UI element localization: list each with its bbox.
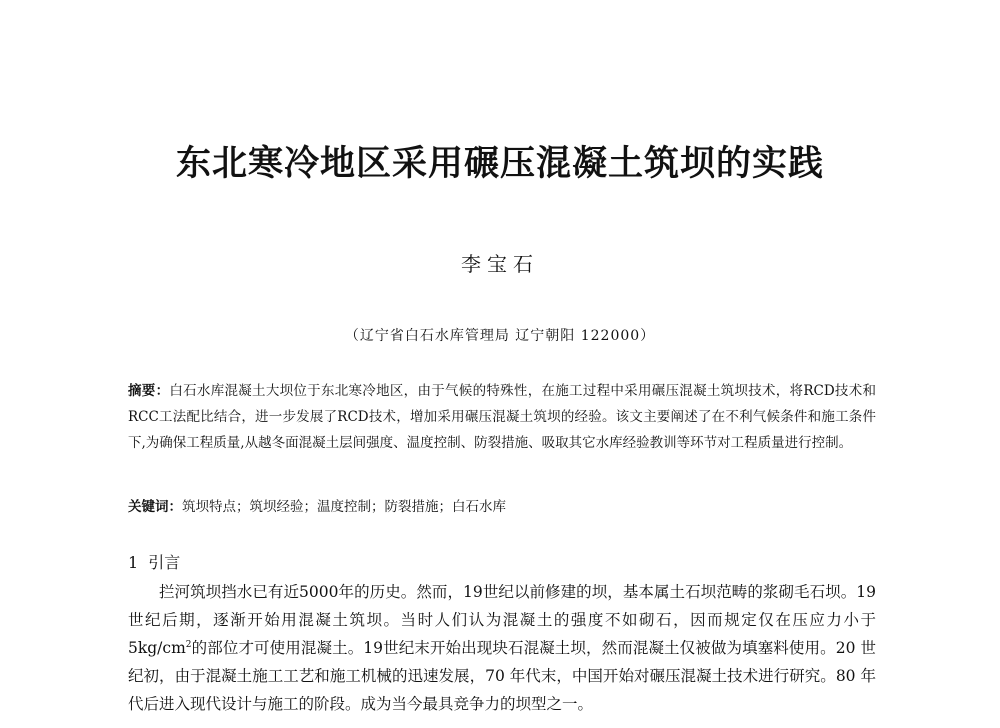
keywords-text: 筑坝特点；筑坝经验；温度控制；防裂措施；白石水库 [182,499,506,515]
keywords-label: 关键词： [128,499,182,515]
paragraph-text-part-1: 拦河筑坝挡水已有近5000年的历史。然而，19世纪以前修建的坝，基本属土石坝范畴的浆砌毛石坝。19 世纪后期，逐渐开始用混凝土筑坝。当时人们认为混凝土的强度不如砌石，因而规定仅在压应力小于 5kg/cm [128,583,876,657]
superscript-exponent: 2 [185,639,192,650]
paper-title: 东北寒冷地区采用碾压混凝土筑坝的实践 [175,144,824,184]
abstract-text: 白石水库混凝土大坝位于东北寒冷地区，由于气候的特殊性，在施工过程中采用碾压混凝土筑坝技术，将RCD技术和RCC工法配比结合，进一步发展了RCD技术，增加采用碾压混凝土筑坝的经验。该文主要阐述了在不利气候条件和施工条件下,为确保工程质量,从越冬面混凝土层间强度、温度控制、防裂措施、吸取其它水库经验教训等环节对工程质量进行控制。 [128,383,877,451]
section-title: 引言 [148,553,181,572]
section-number: 1 [128,553,139,572]
abstract [128,378,876,456]
section-heading-introduction [128,550,180,573]
keywords [128,494,876,520]
author-affiliation: （辽宁省白石水库管理局 辽宁朝阳 122000） [344,328,656,344]
introduction-paragraph [128,578,876,718]
author-name: 李宝石 [461,252,539,276]
paragraph-text-part-2: 的部位才可使用混凝土。19世纪末开始出现块石混凝土坝，然而混凝土仅被做为填塞料使用。20 世纪初，由于混凝土施工工艺和施工机械的迅速发展，70 年代末，中国开始对碾压混凝土技术进行研究。80 年代后进入现代设计与施工的阶段。成为当今最具竞争力的坝型之一。 [128,639,876,713]
abstract-label: 摘要： [128,383,170,399]
